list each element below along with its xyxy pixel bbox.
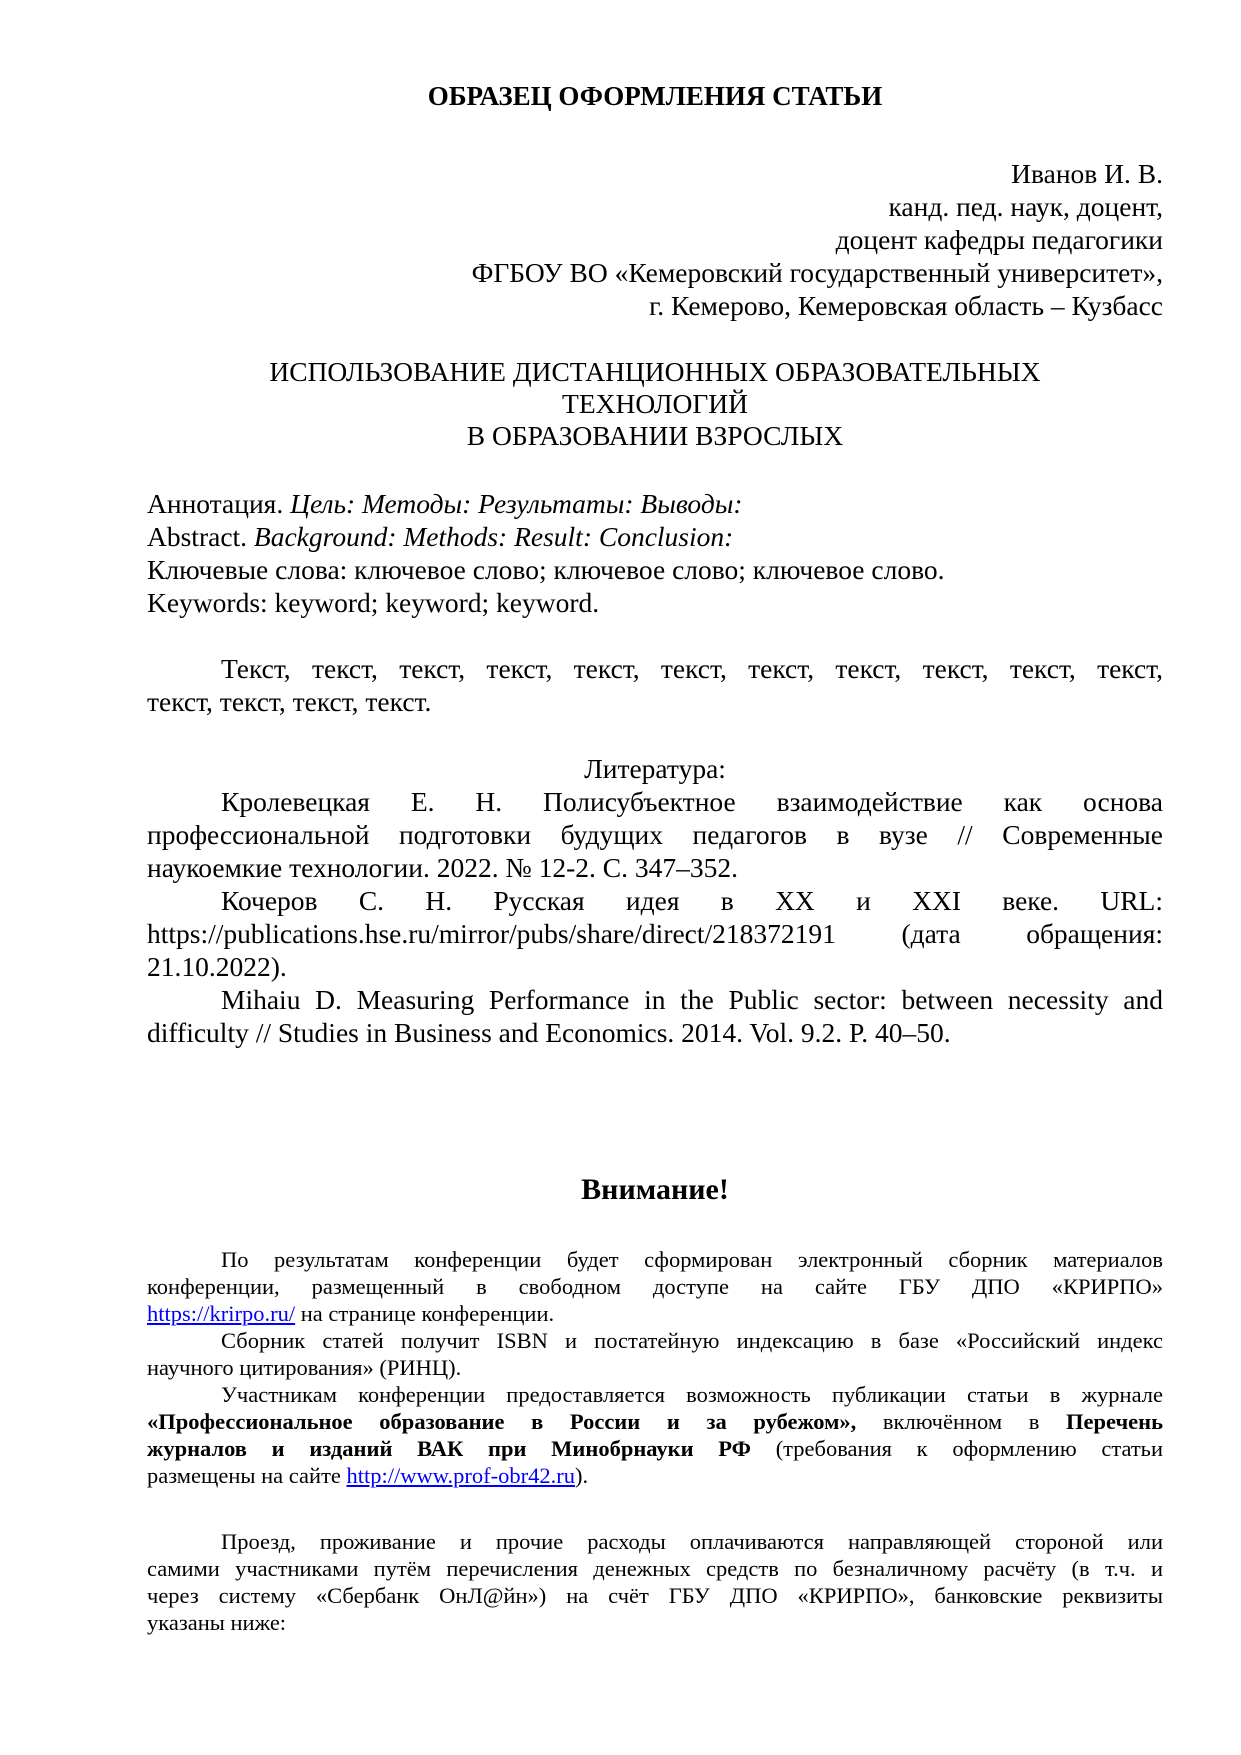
prof-obr42-link[interactable]: http://www.prof-obr42.ru	[346, 1463, 576, 1488]
notice-p3-line-2	[147, 1408, 1163, 1435]
notice-p1-line-1: По результатам конференции будет сформирован электронный сборник материалов	[221, 1247, 1163, 1272]
reference-1-line-3: наукоемкие технологии. 2022. № 12-2. С. 347–352.	[147, 852, 738, 883]
notice-p3-mid: включённом в	[856, 1409, 1067, 1434]
references-heading: Литература:	[584, 753, 726, 784]
author-position: доцент кафедры педагогики	[835, 224, 1163, 255]
notice-p3-line-4	[147, 1462, 1163, 1489]
author-name: Иванов И. В.	[1011, 158, 1163, 189]
notice-p1-line-2: конференции, размещенный в свободном доступе на сайте ГБУ ДПО «КРИРПО»	[147, 1274, 1163, 1299]
author-organization: ФГБОУ ВО «Кемеровский государственный университет»,	[471, 257, 1163, 288]
krirpo-link[interactable]: https://krirpo.ru/	[147, 1301, 296, 1326]
reference-3-line-1: Mihaiu D. Measuring Performance in the Public sector: between necessity and	[221, 984, 1163, 1015]
author-location: г. Кемерово, Кемеровская область – Кузбасс	[649, 290, 1163, 321]
abstract-ru-label: Аннотация.	[147, 488, 284, 519]
attention-heading: Внимание!	[581, 1173, 729, 1206]
notice-p3-line-4-pre: размещены на сайте	[147, 1463, 347, 1488]
reference-1-line-1: Кролевецкая Е. Н. Полисубъектное взаимодействие как основа	[221, 786, 1163, 817]
notice-p1-line-3-rest: на странице конференции.	[295, 1301, 555, 1326]
article-title-line-3: В ОБРАЗОВАНИИ ВЗРОСЛЫХ	[466, 420, 844, 451]
journal-name: «Профессиональное образование в России и за рубежом»,	[147, 1409, 857, 1434]
abstract-en-label: Abstract.	[147, 521, 248, 552]
abstract-en	[147, 520, 1163, 553]
article-title-line-1: ИСПОЛЬЗОВАНИЕ ДИСТАНЦИОННЫХ ОБРАЗОВАТЕЛЬНЫХ	[269, 356, 1041, 387]
abstract-ru	[147, 487, 1163, 520]
reference-2-line-1: Кочеров С. Н. Русская идея в XX и XXI веке. URL:	[221, 885, 1163, 916]
reference-2-line-2: https://publications.hse.ru/mirror/pubs/share/direct/218372191 (дата обращения:	[147, 918, 1163, 949]
body-text-line-1: Текст, текст, текст, текст, текст, текст, текст, текст, текст, текст, текст,	[221, 653, 1163, 684]
vak-list-part-2: журналов и изданий ВАК при Минобрнауки РФ	[147, 1436, 751, 1461]
reference-1-line-2: профессиональной подготовки будущих педагогов в вузе // Современные	[147, 819, 1163, 850]
notice-p3-line-1: Участникам конференции предоставляется возможность публикации статьи в журнале	[221, 1382, 1163, 1407]
notice-p2-line-2: научного цитирования» (РИНЦ).	[147, 1355, 462, 1380]
keywords-en: Keywords: keyword; keyword; keyword.	[147, 587, 600, 618]
notice-p3-line-3	[147, 1435, 1163, 1462]
reference-3-line-2: difficulty // Studies in Business and Economics. 2014. Vol. 9.2. P. 40–50.	[147, 1017, 951, 1048]
notice-p4-line-1: Проезд, проживание и прочие расходы оплачиваются направляющей стороной или	[221, 1529, 1163, 1554]
reference-2-line-3: 21.10.2022).	[147, 951, 287, 982]
article-title-line-2: ТЕХНОЛОГИЙ	[562, 388, 748, 419]
notice-p3-line-4-post: ).	[575, 1463, 589, 1488]
notice-p4-line-4: указаны ниже:	[147, 1610, 287, 1635]
notice-p2-line-1: Сборник статей получит ISBN и постатейную индексацию в базе «Российский индекс	[221, 1328, 1163, 1353]
author-degree: канд. пед. наук, доцент,	[888, 191, 1163, 222]
vak-list-part-1: Перечень	[1066, 1409, 1163, 1434]
body-text-line-2: текст, текст, текст, текст.	[147, 686, 432, 717]
abstract-ru-content: Цель: Методы: Результаты: Выводы:	[290, 488, 743, 519]
notice-p3-after-bold: (требования к оформлению статьи	[750, 1436, 1163, 1461]
keywords-ru: Ключевые слова: ключевое слово; ключевое слово; ключевое слово.	[147, 554, 945, 585]
sample-title: ОБРАЗЕЦ ОФОРМЛЕНИЯ СТАТЬИ	[427, 81, 883, 111]
notice-p1-line-3	[147, 1300, 1163, 1327]
notice-p4-line-3: через систему «Сбербанк ОнЛ@йн») на счёт ГБУ ДПО «КРИРПО», банковские реквизиты	[147, 1583, 1163, 1608]
notice-p4-line-2: самими участниками путём перечисления денежных средств по безналичному расчёту (в т.ч. и	[147, 1556, 1163, 1581]
abstract-en-content: Background: Methods: Result: Conclusion:	[253, 521, 734, 552]
